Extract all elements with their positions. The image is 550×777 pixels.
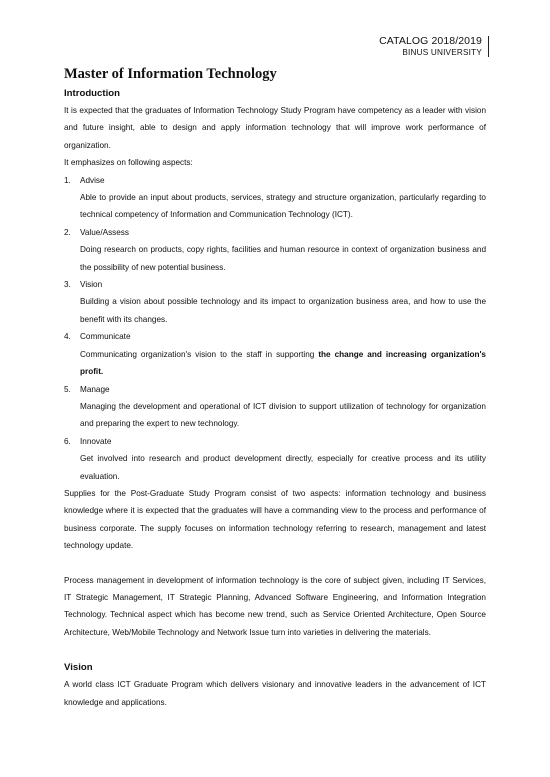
paragraph-spacer [64,555,486,572]
page-header [379,36,489,57]
aspect-item-vision [64,276,486,328]
vision-heading: Vision [64,662,93,674]
aspect-title: Value/Assess [80,227,129,237]
aspect-number: 4. [64,332,71,342]
aspect-title: Innovate [80,436,112,446]
aspect-description: Building a vision about possible technology and its impact to organization business area, and how to use the benefit with its changes. [80,297,486,324]
aspect-description [64,346,486,381]
aspect-description: Get involved into research and product development directly, especially for creative process and its utility evaluation. [80,454,486,481]
supplies-paragraph: Supplies for the Post-Graduate Study Program consist of two aspects: information technology and business knowledge where it is expected that the graduates will have a commanding view to the process and performance of business corporate. The supply focuses on information technology referring to research, management and latest technology update. [64,488,486,551]
aspect-item-advise [64,172,486,224]
aspect-title: Communicate [80,332,131,342]
aspect-item-innovate [64,433,486,485]
aspect-description: Able to provide an input about products, services, strategy and structure organization, particularly regarding to technical competency of Information and Communication Technology (ICT). [80,193,486,220]
section-spacer [64,641,486,658]
aspect-item-communicate [64,328,486,380]
emphasis-intro: It emphasizes on following aspects: [64,158,193,168]
aspect-description: Doing research on products, copy rights, facilities and human resource in context of organization business and the possibility of new potential business. [80,245,486,272]
aspect-item-value-assess [64,224,486,276]
document-title: Master of Information Technology [64,66,277,82]
aspect-number: 3. [64,280,71,290]
aspect-number: 2. [64,227,71,237]
introduction-paragraph: It is expected that the graduates of Information Technology Study Program have competency as a leader with vision and future insight, able to design and apply information technology that will improve work performance of organization. [64,106,486,150]
aspect-title: Vision [80,280,103,290]
aspect-description-text: Communicating organization's vision to the staff in supporting [80,349,319,359]
catalog-label: CATALOG 2018/2019 [379,35,482,47]
aspect-number: 5. [64,384,71,394]
aspect-title: Advise [80,175,105,185]
aspect-item-manage [64,381,486,433]
aspect-number: 1. [64,175,71,185]
introduction-heading: Introduction [64,88,120,99]
process-management-paragraph: Process management in development of information technology is the core of subject given, including IT Services, IT Strategic Management, IT Strategic Planning, Advanced Software Engineering, and Information Integration Technology. Technical aspect which has become new trend, such as Service Oriented Architecture, Open Source Architecture, Web/Mobile Technology and Network Issue turn into varieties in delivering the materials. [64,575,486,637]
aspect-description-emphasis: the change and increasing organization's profit. [80,349,486,377]
aspect-title: Manage [80,384,110,394]
aspects-list [64,172,486,485]
aspect-number: 6. [64,436,71,446]
vision-text: A world class ICT Graduate Program which delivers visionary and innovative leaders in the advancement of ICT knowledge and applications. [64,680,486,707]
university-label: BINUS UNIVERSITY [402,47,482,57]
document-body [64,66,486,711]
aspect-description: Managing the development and operational of ICT division to support utilization of technology for organization and preparing the expert to new technology. [80,401,486,429]
